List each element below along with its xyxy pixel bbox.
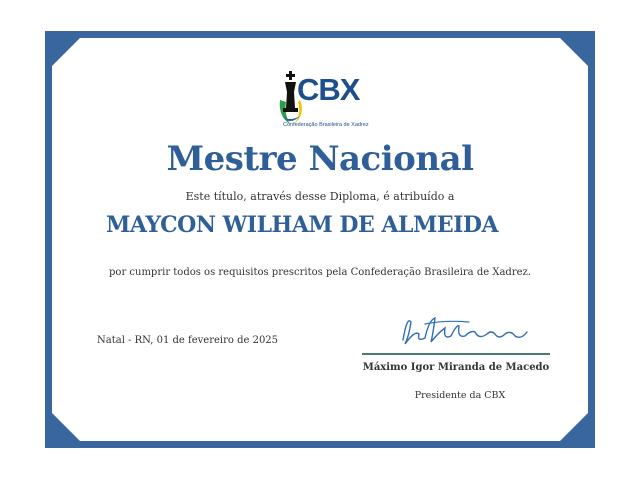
place-date: Natal - RN, 01 de fevereiro de 2025 [97, 335, 279, 346]
corner-ornament-top-right [560, 38, 588, 66]
logo-abbreviation: CBX [297, 72, 360, 107]
certificate-subtitle: Este título, através desse Diploma, é atribuído a [185, 190, 455, 203]
corner-ornament-bottom-right [560, 413, 588, 441]
cbx-logo [276, 70, 368, 132]
signature-line [362, 353, 550, 355]
corner-ornament-top-left [52, 38, 80, 66]
logo-full-name: Confederação Brasileira de Xadrez [283, 122, 369, 128]
certificate-title: Mestre Nacional [166, 139, 474, 179]
handwritten-signature [395, 310, 535, 352]
award-reason: por cumprir todos os requisitos prescritos pela Confederação Brasileira de Xadrez. [109, 267, 531, 278]
signer-name: Máximo Igor Miranda de Macedo [362, 362, 550, 373]
corner-ornament-bottom-left [52, 413, 80, 441]
signer-role: Presidente da CBX [414, 390, 506, 401]
recipient-name: MAYCON WILHAM DE ALMEIDA [106, 212, 499, 238]
